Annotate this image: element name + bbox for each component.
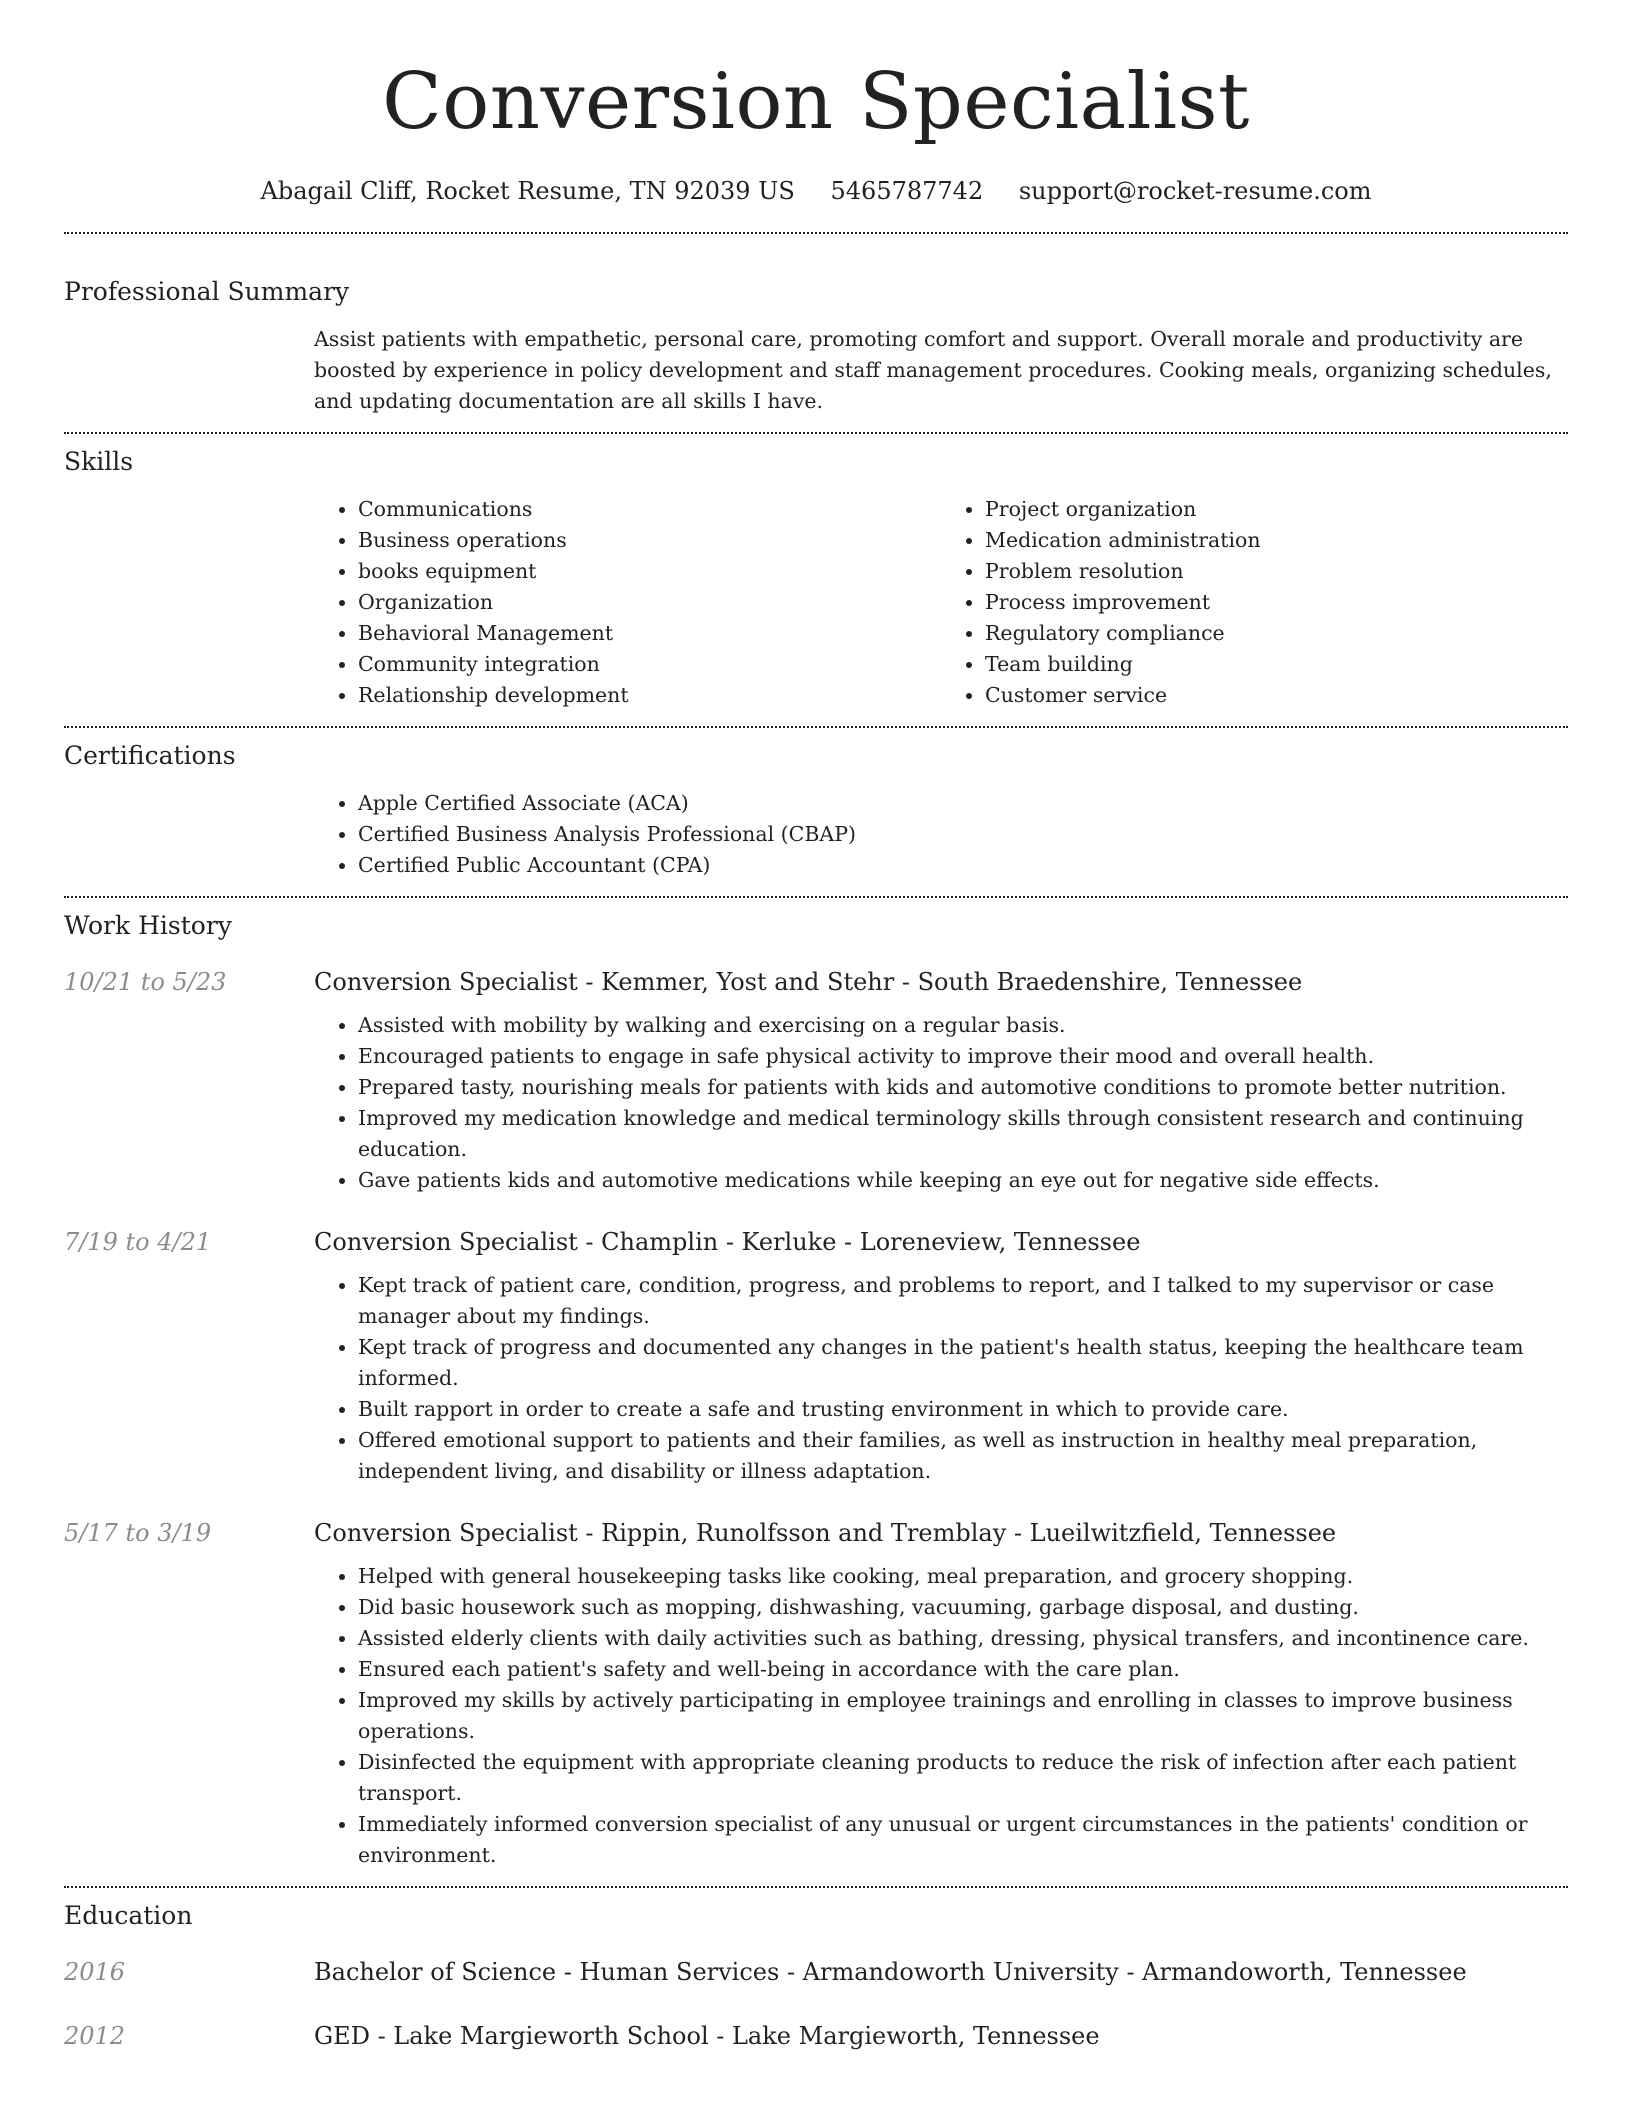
skill-item: • Process improvement [985, 587, 1568, 618]
job-bullets [314, 1270, 1568, 1487]
skill-item: • Behavioral Management [358, 618, 941, 649]
education-entry [64, 1954, 1568, 1990]
job-bullet: • Kept track of progress and documented any changes in the patient's health status, keeping the healthcare team informed. [358, 1332, 1568, 1394]
job-bullet: • Improved my skills by actively participating in employee trainings and enrolling in classes to improve business operations. [358, 1685, 1568, 1747]
skill-item: • books equipment [358, 556, 941, 587]
education-date: 2012 [64, 2022, 126, 2050]
skill-item: • Community integration [358, 649, 941, 680]
skills-list-right [941, 494, 1568, 711]
job-bullet: • Disinfected the equipment with appropriate cleaning products to reduce the risk of infection after each patient transport. [358, 1747, 1568, 1809]
summary-title: Professional Summary [64, 277, 350, 306]
resume-name: Conversion Specialist [382, 57, 1250, 147]
job-bullet: • Encouraged patients to engage in safe physical activity to improve their mood and overall health. [358, 1041, 1568, 1072]
education-date: 2016 [64, 1958, 126, 1986]
summary-section [64, 234, 1568, 417]
job-entry [64, 1224, 1568, 1487]
job-bullet: • Assisted with mobility by walking and exercising on a regular basis. [358, 1010, 1568, 1041]
skill-item: • Organization [358, 587, 941, 618]
skill-item: • Communications [358, 494, 941, 525]
job-title: Conversion Specialist - Rippin, Runolfsson and Tremblay - Lueilwitzfield, Tennessee [314, 1519, 1337, 1547]
contact-email: support@rocket-resume.com [1018, 177, 1372, 205]
job-entry [64, 964, 1568, 1196]
skills-title: Skills [64, 447, 134, 476]
job-bullet: • Assisted elderly clients with daily activities such as bathing, dressing, physical transfers, and incontinence care. [358, 1623, 1568, 1654]
certifications-title: Certifications [64, 741, 236, 770]
contact-address: Abagail Cliff, Rocket Resume, TN 92039 US [260, 177, 795, 205]
education-entry [64, 2018, 1568, 2054]
job-bullet: • Prepared tasty, nourishing meals for patients with kids and automotive conditions to promote better nutrition. [358, 1072, 1568, 1103]
education-title-line: Bachelor of Science - Human Services - Armandoworth University - Armandoworth, Tennessee [314, 1958, 1467, 1986]
skill-item: • Team building [985, 649, 1568, 680]
skill-item: • Medication administration [985, 525, 1568, 556]
education-title-line: GED - Lake Margieworth School - Lake Margieworth, Tennessee [314, 2022, 1100, 2050]
job-title: Conversion Specialist - Kemmer, Yost and Stehr - South Braedenshire, Tennessee [314, 968, 1303, 996]
contact-line [64, 174, 1568, 208]
education-section [64, 1888, 1568, 2054]
certification-item: • Certified Public Accountant (CPA) [358, 850, 1568, 881]
skill-item: • Problem resolution [985, 556, 1568, 587]
education-title: Education [64, 1901, 193, 1930]
job-bullet: • Gave patients kids and automotive medications while keeping an eye out for negative side effects. [358, 1165, 1568, 1196]
job-date: 10/21 to 5/23 [64, 968, 227, 996]
job-bullets [314, 1010, 1568, 1196]
job-date: 5/17 to 3/19 [64, 1519, 212, 1547]
resume-header [64, 0, 1568, 208]
certifications-section [64, 728, 1568, 881]
job-bullets [314, 1561, 1568, 1871]
certification-item: • Apple Certified Associate (ACA) [358, 788, 1568, 819]
work-history-section [64, 898, 1568, 1871]
job-bullet: • Did basic housework such as mopping, dishwashing, vacuuming, garbage disposal, and dusting. [358, 1592, 1568, 1623]
skill-item: • Customer service [985, 680, 1568, 711]
skills-list-left [314, 494, 941, 711]
job-title: Conversion Specialist - Champlin - Kerluke - Loreneview, Tennessee [314, 1228, 1141, 1256]
work-history-title: Work History [64, 911, 232, 940]
job-bullet: • Built rapport in order to create a safe and trusting environment in which to provide care. [358, 1394, 1568, 1425]
job-bullet: • Improved my medication knowledge and medical terminology skills through consistent research and continuing education. [358, 1103, 1568, 1165]
job-entry [64, 1515, 1568, 1871]
skill-item: • Regulatory compliance [985, 618, 1568, 649]
job-date: 7/19 to 4/21 [64, 1228, 212, 1256]
skill-item: • Business operations [358, 525, 941, 556]
certification-item: • Certified Business Analysis Professional (CBAP) [358, 819, 1568, 850]
summary-text: Assist patients with empathetic, personal care, promoting comfort and support. Overall morale and productivity are boosted by experience in policy development and staff management procedures. Cooking meals, organizing schedules, and updating documentation are all skills I have. [314, 327, 1552, 413]
job-bullet: • Immediately informed conversion specialist of any unusual or urgent circumstances in the patients' condition or environment. [358, 1809, 1568, 1871]
certifications-list [314, 788, 1568, 881]
job-bullet: • Ensured each patient's safety and well-being in accordance with the care plan. [358, 1654, 1568, 1685]
job-bullet: • Kept track of patient care, condition, progress, and problems to report, and I talked to my supervisor or case manager about my findings. [358, 1270, 1568, 1332]
contact-phone: 5465787742 [830, 177, 984, 205]
skill-item: • Relationship development [358, 680, 941, 711]
job-bullet: • Helped with general housekeeping tasks like cooking, meal preparation, and grocery shopping. [358, 1561, 1568, 1592]
skill-item: • Project organization [985, 494, 1568, 525]
skills-section [64, 434, 1568, 711]
job-bullet: • Offered emotional support to patients and their families, as well as instruction in healthy meal preparation, independent living, and disability or illness adaptation. [358, 1425, 1568, 1487]
